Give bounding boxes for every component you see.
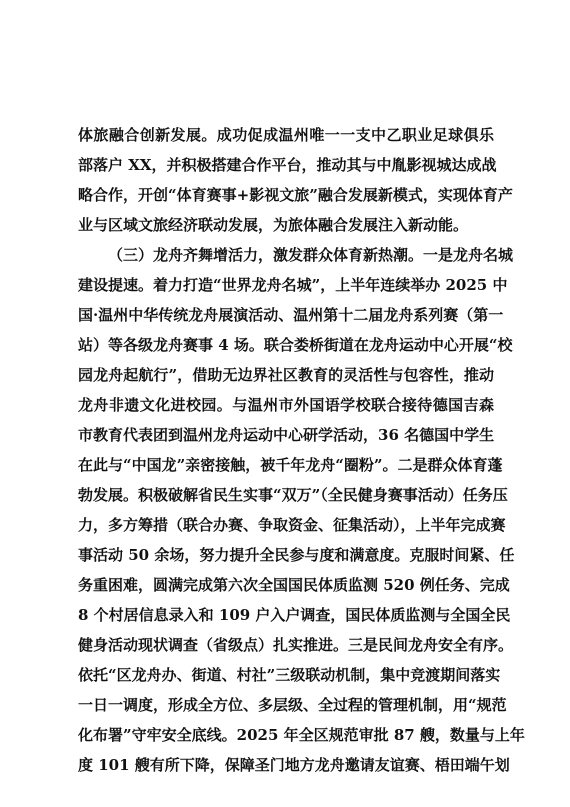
body-text-line: 依托“区龙舟办、街道、村社”三级联动机制，集中竞渡期间落实 <box>78 666 501 684</box>
body-text-line: 勃发展。积极破解省民生实事“双万”（全民健身赛事活动）任务压 <box>78 486 508 504</box>
body-text-line: 国·温州中华传统龙舟展演活动、温州第十二届龙舟系列赛（第一 <box>78 306 504 324</box>
body-text-line: 健身活动现状调查（省级点）扎实推进。三是民间龙舟安全有序。 <box>78 636 514 654</box>
body-text-line: 体旅融合创新发展。成功促成温州唯一一支中乙职业足球俱乐 <box>78 126 494 144</box>
body-text-line: 一日一调度，形成全方位、多层级、全过程的管理机制，用“规范 <box>78 696 507 714</box>
body-text-line: 力，多方筹措（联合办赛、争取资金、征集活动），上半年完成赛 <box>78 516 506 534</box>
body-text-line: 站）等各级龙舟赛事 4 场。联合娄桥街道在龙舟运动中心开展“校 <box>78 336 513 354</box>
body-text-line: 建设提速。着力打造“世界龙舟名城”，上半年连续举办 2025 中 <box>78 276 508 294</box>
body-text-line: 务重困难，圆满完成第六次全国国民体质监测 520 例任务、完成 <box>78 576 510 594</box>
body-text-line: 略合作，开创“体育赛事+影视文旅”融合发展新模式，实现体育产 <box>78 186 513 204</box>
body-text-line: 化布署”守牢安全底线。2025 年全区规范审批 87 艘，数量与上年 <box>78 726 525 744</box>
section-heading-line: （三）龙舟齐舞增活力，激发群众体育新热潮。一是龙舟名城 <box>108 246 514 264</box>
body-text-line: 业与区域文旅经济联动发展，为旅体融合发展注入新动能。 <box>78 216 469 234</box>
body-text-line: 园龙舟起航行”，借助无边界社区教育的灵活性与包容性，推动 <box>78 366 494 384</box>
body-text-line: 市教育代表团到温州龙舟运动中心研学活动，36 名德国中学生 <box>78 426 495 444</box>
body-text-line: 部落户 XX，并积极搭建合作平台，推动其与中胤影视城达成战 <box>78 156 497 174</box>
body-text-line: 8 个村居信息录入和 109 户入户调查，国民体质监测与全国全民 <box>78 606 511 624</box>
body-text-line: 事活动 50 余场，努力提升全民参与度和满意度。克服时间紧、任 <box>78 546 515 564</box>
body-text-line: 度 101 艘有所下降，保障圣门地方龙舟邀请友谊赛、梧田端午划 <box>78 756 510 774</box>
body-text-line: 龙舟非遗文化进校园。与温州市外国语学校联合接待德国吉森 <box>78 396 494 414</box>
body-text-line: 在此与“中国龙”亲密接触，被千年龙舟“圈粉”。二是群众体育蓬 <box>78 456 503 474</box>
